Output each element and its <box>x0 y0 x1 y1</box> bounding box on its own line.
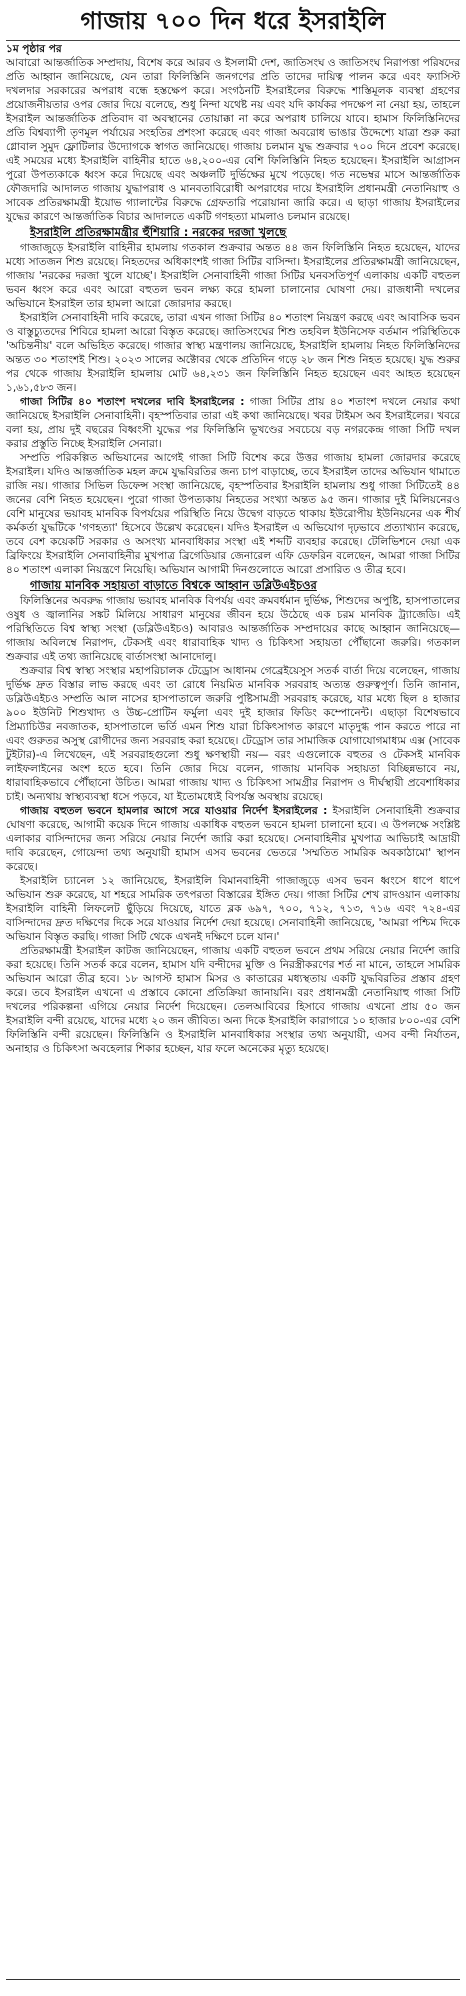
article-paragraph: গাজাজুড়ে ইসরাইলি বাহিনীর হামলায় গতকাল শুক্রবার অন্তত ৪৪ জন ফিলিস্তিনি নিহত হয়েছেন, যাদের মধ্যে সাতজন শিশু রয়েছে। নিহতদের অধিকাংশই গাজা সিটির বাসিন্দা। ইসরাইলের প্রতিরক্ষামন্ত্রী জানিয়েছেন, গাজায় 'নরকের দরজা খুলে যাচ্ছে'। ইসরাইলি সেনাবাহিনী গাজা সিটির ঘনবসতিপূর্ণ এলাকায় একটি বহুতল ভবন ধ্বংস করে এবং আরো বহুতল ভবন লক্ষ্য করে হামলা চালানোর ঘোষণা দেয়। রাজধানী দখলের অভিযানে ইসরাইল তার হামলা আরো জোরদার করছে। <box>6 242 460 310</box>
article-paragraph: আবারো আন্তর্জাতিক সম্প্রদায়, বিশেষ করে আরব ও ইসলামী দেশ, জাতিসংঘ ও জাতিসংঘ নিরাপত্তা পরিষদের প্রতি আহ্বান জানিয়েছে, যেন তারা ফিলিস্তিনি জনগণের প্রতি তাদের দায়িত্ব পালন করে এবং ফ্যাসিস্ট দখলদার সরকারের অপরাধ বন্ধে হস্তক্ষেপ করে। সংগঠনটি ইসরাইলের বিরুদ্ধে শাস্তিমূলক ব্যবস্থা গ্রহণের প্রয়োজনীয়তার ওপর জোর দিয়ে বলেছে, শুধু নিন্দা যথেষ্ট নয় এবং যদি কার্যকর পদক্ষেপ না নেয়া হয়, তাহলে ইসরাইল আন্তর্জাতিক প্রতিবাদ বা অবস্থানের তোয়াক্কা না করে অপরাধ চালিয়ে যাবে। হামাস ফিলিস্তিনিদের প্রতি বিশ্বব্যাপী তৃণমূল পর্যায়ের সংহতির প্রশংসা করেছে এবং গাজা অবরোধ ভাঙার উদ্দেশ্যে যাত্রা শুরু করা গ্লোবাল সুমুদ ফ্লোটিলার উদ্যোগকে স্বাগত জানিয়েছে। গাজায় চলমান যুদ্ধ শুক্রবার ৭০০ দিনে প্রবেশ করেছে। এই সময়ের মধ্যে ইসরাইলি বাহিনীর হাতে ৬৪,২০০-এর বেশি ফিলিস্তিনি নিহত হয়েছেন। ইসরাইলি আগ্রাসন পুরো উপত্যকাকে ধ্বংস করে দিয়েছে এবং অঞ্চলটি দুর্ভিক্ষের মুখে পড়েছে। গত নভেম্বর মাসে আন্তর্জাতিক ফৌজদারি আদালত গাজায় যুদ্ধাপরাধ ও মানবতাবিরোধী অপরাধের দায়ে ইসরাইলি প্রধানমন্ত্রী নেতানিয়াহু ও সাবেক প্রতিরক্ষামন্ত্রী ইয়োভ গ্যালান্টের বিরুদ্ধে গ্রেফতারি পরোয়ানা জারি করে। এ ছাড়া গাজায় ইসরাইলের যুদ্ধের কারণে আন্তর্জাতিক বিচার আদালতে একটি গণহত্যা মামলাও চলমান রয়েছে। <box>6 57 460 223</box>
article-paragraph-with-inline-heading <box>6 395 460 451</box>
article-paragraph: সম্প্রতি পরিকল্পিত অভিযানের আগেই গাজা সিটি বিশেষ করে উত্তর গাজায় হামলা জোরদার করেছে ইসরাইল। যদিও আন্তর্জাতিক মহল ক্রমে যুদ্ধবিরতির জন্য চাপ বাড়াচ্ছে, তবে ইসরাইল তাদের অভিযান থামাতে রাজি নয়। গাজার সিভিল ডিফেন্স সংস্থা জানিয়েছে, বৃহস্পতিবার ইসরাইলি হামলায় শুধু গাজা সিটিতেই ৪৪ জনের বেশি নিহত হয়েছেন। পুরো গাজা উপত্যকায় নিহতের সংখ্যা অন্তত ৯৫ জন। গাজার দুই মিলিয়নেরও বেশি মানুষের ভয়াবহ মানবিক বিপর্যয়ের পরিস্থিতি নিয়ে উদ্বেগ বাড়তে থাকায় ইউরোপীয় ইউনিয়নের এক শীর্ষ কর্মকর্তা যুদ্ধটিকে 'গণহত্যা' হিসেবে উল্লেখ করেছেন। যদিও ইসরাইল এ অভিযোগ দৃঢ়ভাবে প্রত্যাখ্যান করেছে, তবে বেশ কয়েকটি সরকার ও অসংখ্য মানবাধিকার সংস্থা এই শব্দটি ব্যবহার করেছে। টেলিভিশনে দেয়া এক ব্রিফিংয়ে ইসরাইলি সেনাবাহিনীর মুখপাত্র ব্রিগেডিয়ার জেনারেল এফি ডেফরিন বলেছেন, আমরা গাজা সিটির ৪০ শতাংশ এলাকা নিয়ন্ত্রণে নিয়েছি। অভিযান আগামী দিনগুলোতে আরো প্রসারিত ও তীব্র হবে। <box>6 452 460 576</box>
continued-from-page-label: ১ম পৃষ্ঠার পর <box>6 40 460 56</box>
article-paragraph: ইসরাইলি চ্যানেল ১২ জানিয়েছে, ইসরাইলি বিমানবাহিনী গাজাজুড়ে এসব ভবন ধ্বংসে ধাপে ধাপে অভিযান শুরু করেছে, যা শহরে সামরিক তৎপরতা বিস্তারের ইঙ্গিত দেয়। গাজা সিটির শেখ রাদওয়ান এলাকায় ইসরাইলি বাহিনী লিফলেট ছুঁড়িয়ে দিয়েছে, যাতে ব্লক ৬৯৭, ৭০০, ৭১২, ৭১৩, ৭১৬ এবং ৭২৪-এর বাসিন্দাদের দ্রুত দক্ষিণের দিকে সরে যাওয়ার নির্দেশ দেয়া হয়েছে। সেনাবাহিনী জানিয়েছে, 'আমরা পশ্চিম দিকে অভিযান বিস্তৃত করছি। গাজা সিটি থেকে এখনই দক্ষিণে চলে যান।' <box>6 875 460 943</box>
bottom-divider <box>6 1979 460 1990</box>
inline-section-heading: গাজায় বহুতল ভবনে হামলার আগে সরে যাওয়ার নির্দেশ ইসরাইলের : <box>20 805 328 817</box>
article-paragraph: ফিলিস্তিনের অবরুদ্ধ গাজায় ভয়াবহ মানবিক বিপর্যয় এবং ক্রমবর্ধমান দুর্ভিক্ষ, শিশুদের অপুষ্টি, হাসপাতালের ওষুধ ও জ্বালানির সঙ্কট মিলিয়ে সাধারণ মানুষের জীবন হয়ে উঠেছে এক চরম মানবিক ট্র্যাজেডি। এই পরিস্থিতিতে বিশ্ব স্বাস্থ্য সংস্থা (ডব্লিউএইচও) আবারও আন্তর্জাতিক সম্প্রদায়ের কাছে আহ্বান জানিয়েছে— গাজায় অবিলম্বে নিরাপদ, টেকসই এবং ধারাবাহিক খাদ্য ও চিকিৎসা সহায়তা পৌঁছানো জরুরি। গতকাল শুক্রবার এই তথ্য জানিয়েছে বার্তাসংস্থা আনাদোলু। <box>6 595 460 663</box>
article-headline: গাজায় ৭০০ দিন ধরে ইসরাইলি <box>80 7 386 35</box>
article-paragraph-text: ইসরাইলি সেনাবাহিনী শুক্রবার ঘোষণা করেছে, আগামী কয়েক দিনে গাজায় একাধিক বহুতল ভবনে হামলা চালানো হবে। এ উপলক্ষে সংশ্লিষ্ট এলাকার বাসিন্দাদের জন্য সরিয়ে নেয়ার নির্দেশ জারি করা হয়েছে। সেনাবাহিনীর মুখপাত্র আভিচাই আদ্রায়ী দাবি করেছেন, গোয়েন্দা তথ্য অনুযায়ী হামাস এসব ভবনের ভেতরে 'সম্মতিত সামরিক অবকাঠামো' স্থাপন করেছে। <box>6 805 460 873</box>
article-paragraph-with-inline-heading <box>6 804 460 874</box>
inline-section-heading: গাজা সিটির ৪০ শতাংশ দখলের দাবি ইসরাইলের : <box>20 396 245 408</box>
section-heading: ইসরাইলি প্রতিরক্ষামন্ত্রীর হুঁশিয়ারি : নরকের দরজা খুলছে <box>30 225 287 239</box>
section-heading: গাজায় মানবিক সহায়তা বাড়াতে বিশ্বকে আহ্বান ডব্লিউএইচওর <box>30 578 317 592</box>
article-paragraph: ইসরাইলি সেনাবাহিনী দাবি করেছে, তারা এখন গাজা সিটির ৪০ শতাংশ নিয়ন্ত্রণ করছে এবং আবাসিক ভবন ও বাস্তুচ্যুতদের শিবিরে হামলা আরো বিস্তৃত করেছে। জাতিসংঘের শিশু তহবিল ইউনিসেফ বর্তমান পরিস্থিতিকে 'অচিন্তনীয়' বলে অভিহিত করেছে। গাজার স্বাস্থ্য মন্ত্রণালয় জানিয়েছে, ইসরাইলি হামলায় নিহত ফিলিস্তিনিদের অন্তত ৩০ শতাংশই শিশু। ২০২৩ সালের অক্টোবর থেকে প্রতিদিন গড়ে ২৮ জন শিশু নিহত হয়েছে। যুদ্ধ শুরুর পর থেকে গাজায় ইসরাইলি হামলায় মোট ৬৪,২৩১ জন ফিলিস্তিনি নিহত হয়েছেন এবং আহত হয়েছেন ১,৬১,৫৮৩ জন। <box>6 312 460 394</box>
article-paragraph-text: গাজা সিটির প্রায় ৪০ শতাংশ দখলে নেয়ার কথা জানিয়েছে ইসরাইলি সেনাবাহিনী। বৃহস্পতিবার তারা এই কথা জানিয়েছে। খবর টাইমস অব ইসরাইলের। খবরে বলা হয়, প্রায় দুই বছরের বিধ্বংসী যুদ্ধের পর ফিলিস্তিনি ভূখণ্ডের সবচেয়ে বড় নগরকেন্দ্র গাজা সিটি দখল করার প্রস্তুতি নিচ্ছে ইসরাইলি সেনারা। <box>6 396 460 450</box>
article-paragraph: প্রতিরক্ষামন্ত্রী ইসরাইল কাটজ জানিয়েছেন, গাজায় একটি বহুতল ভবনে প্রথম সরিয়ে নেয়ার নির্দেশ জারি করা হয়েছে। তিনি সতর্ক করে বলেন, হামাস যদি বন্দীদের মুক্তি ও নিরস্ত্রীকরণের শর্ত না মানে, তাহলে সামরিক অভিযান আরো তীব্র হবে। ১৮ আগস্ট হামাস মিসর ও কাতারের মধ্যস্থতায় একটি যুদ্ধবিরতির প্রস্তাব গ্রহণ করে। তবে ইসরাইল এখনো এ প্রস্তাবে কোনো প্রতিক্রিয়া জানায়নি। বরং প্রধানমন্ত্রী নেতানিয়াহু গাজা সিটি দখলের পরিকল্পনা এগিয়ে নেয়ার নির্দেশ দিয়েছেন। তেলআবিবের হিসাবে গাজায় এখনো প্রায় ৫০ জন ইসরাইলি বন্দী রয়েছে, যাদের মধ্যে ২০ জন জীবিত। অন্য দিকে ইসরাইলি কারাগারে ১০ হাজার ৮০০-এর বেশি ফিলিস্তিনি বন্দী রয়েছেন। ফিলিস্তিনি ও ইসরাইলি মানবাধিকার সংস্থার তথ্য অনুযায়ী, এসব বন্দী নির্যাতন, অনাহার ও চিকিৎসা অবহেলার শিকার হচ্ছেন, যার ফলে অনেকের মৃত্যু হয়েছে। <box>6 945 460 1055</box>
article-paragraph: শুক্রবার বিশ্ব স্বাস্থ্য সংস্থার মহাপরিচালক টেড্রোস আধানম গেব্রেইয়েসুস সতর্ক বার্তা দিয়ে বলেছেন, গাজায় দুর্ভিক্ষ দ্রুত বিস্তার লাভ করছে এবং তা রোধে নিয়মিত মানবিক সরবরাহ অত্যন্ত গুরুত্বপূর্ণ। তিনি জানান, ডব্লিউএইচও সম্প্রতি আল নাসের হাসপাতালে জরুরি পুষ্টিসামগ্রী সরবরাহ করেছে, যার মধ্যে ছিল ৪ হাজার ৯০০ ইউনিট শিশুখাদ্য ও উচ্চ-প্রোটিন ফর্মুলা এবং দুই হাজার ফিডিং কম্পোনেন্ট। এছাড়া বিশেষভাবে প্রিম্যাচিউর নবজাতক, হাসপাতালে ভর্তি এমন শিশু যারা চিকিৎসাগত কারণে মাতৃদুগ্ধ পান করতে পারে না এবং গুরুতর অসুস্থ রোগীদের জন্য সরবরাহ করা হয়েছে। টেড্রোস তার সামাজিক যোগাযোগমাধ্যম এক্স (সাবেক টুইটার)-এ লিখেছেন, এই সরবরাহগুলো শুধু ক্ষণস্থায়ী নয়— বরং এগুলোকে বহুতর ও টেকসই মানবিক লাইফলাইনের অংশ হতে হবে। তিনি জোর দিয়ে বলেন, গাজায় মানবিক সহায়তা বিচ্ছিন্নভাবে নয়, ধারাবাহিকভাবে পৌঁছানো উচিত। আমরা গাজায় খাদ্য ও চিকিৎসা সামগ্রীর নিরাপদ ও দীর্ঘস্থায়ী প্রবেশাধিকার চাই। অন্যথায় স্বাস্থ্যব্যবস্থা ধসে পড়বে, যা ইতোমধ্যেই বিপর্যস্ত অবস্থায় রয়েছে। <box>6 665 460 803</box>
